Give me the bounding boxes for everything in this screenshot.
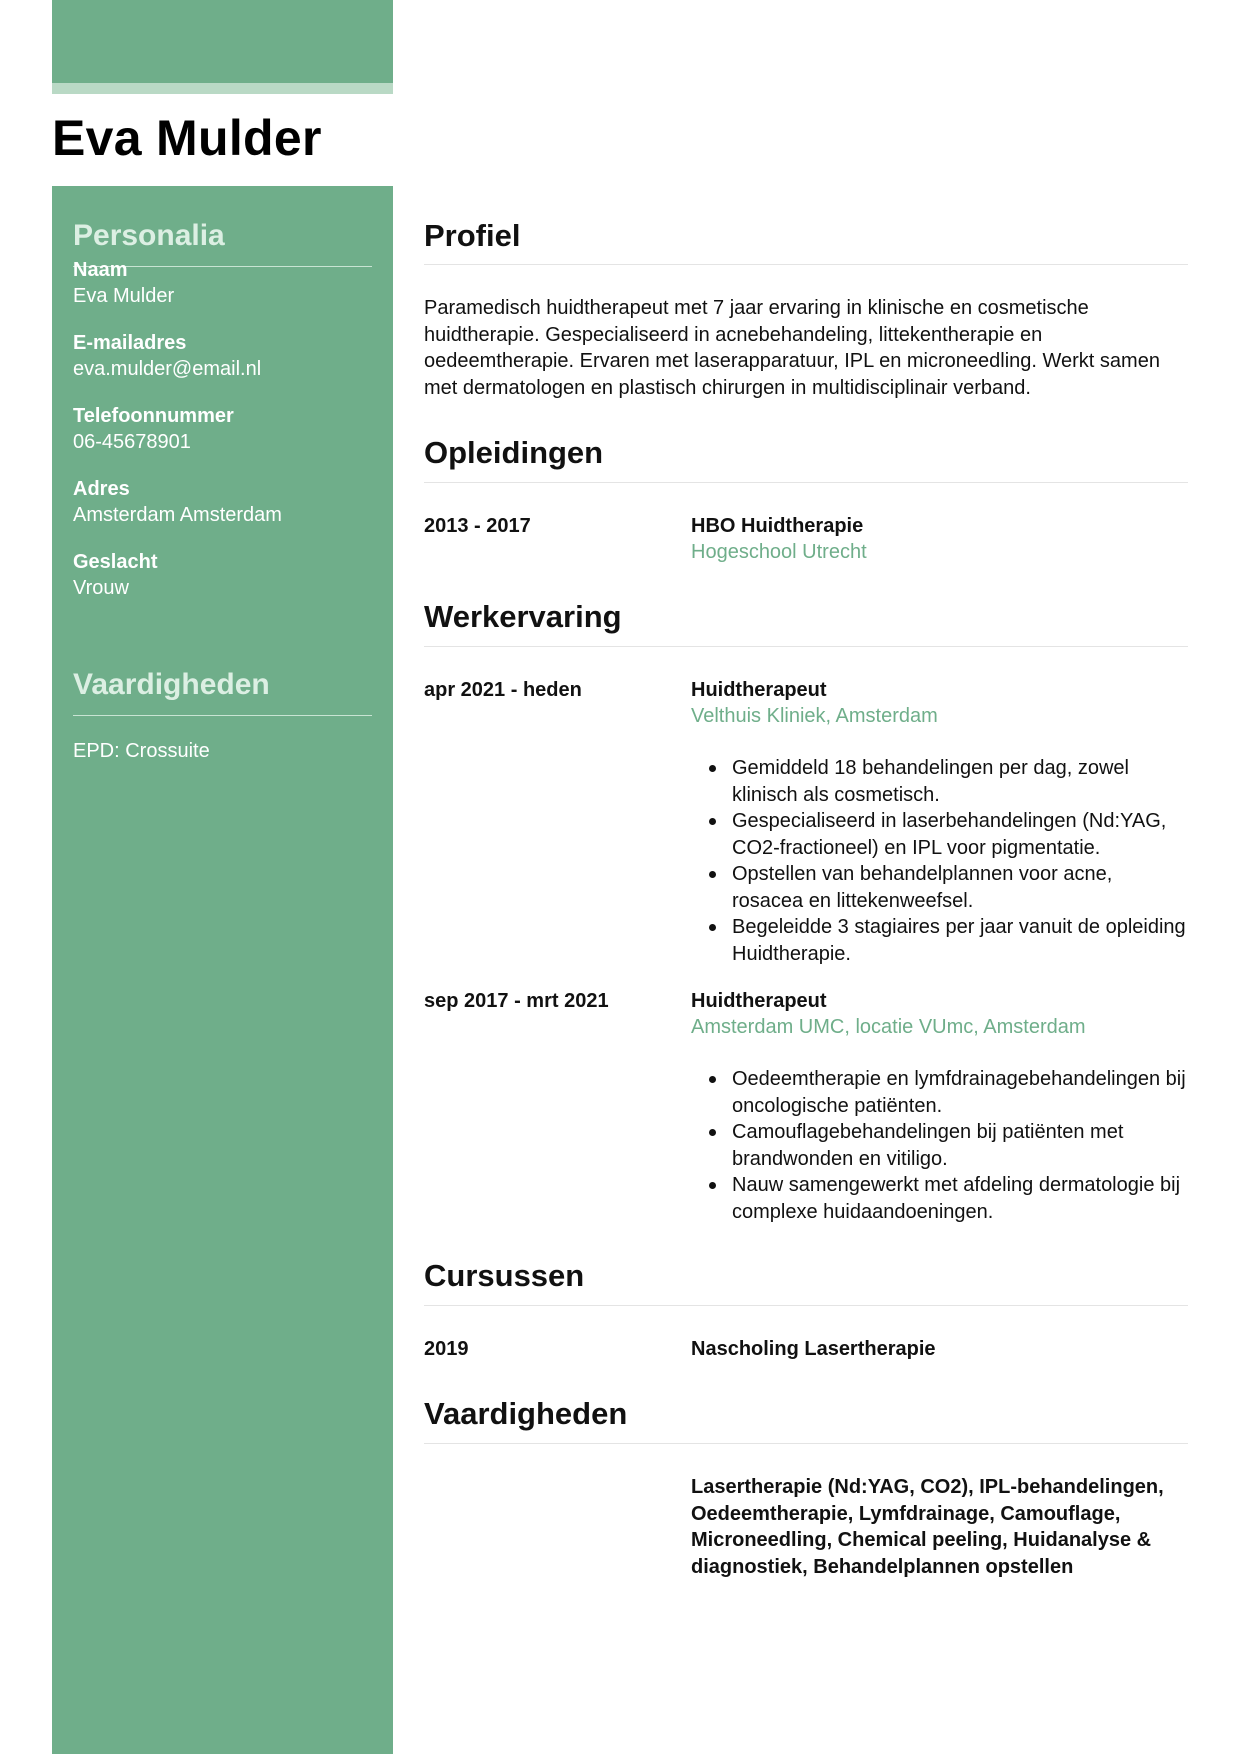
list-item: Oedeemtherapie en lymfdrainagebehandelingen bij oncologische patiënten. (732, 1066, 1188, 1119)
field-email (73, 330, 372, 382)
personalia-fields (73, 257, 372, 601)
sidebar-skills-heading: Vaardigheden (73, 665, 372, 716)
experience-date: apr 2021 - heden (424, 679, 582, 701)
education-entry (691, 513, 1188, 565)
field-geslacht (73, 549, 372, 601)
education-section (424, 433, 1188, 563)
skills-text: Lasertherapie (Nd:YAG, CO2), IPL-behandelingen, Oedeemtherapie, Lymfdrainage, Camouflage, Microneedling, Chemical peeling, Huidanalyse & diagnostiek, Behandelplannen opstellen (691, 1476, 1164, 1578)
field-label: Naam (73, 259, 128, 281)
section-divider (424, 482, 1188, 483)
education-institution: Hogeschool Utrecht (691, 541, 867, 563)
field-adres (73, 476, 372, 528)
section-divider (424, 1305, 1188, 1306)
experience-entry (691, 988, 1188, 1225)
sidebar-header-strip (52, 83, 393, 94)
experience-section (424, 597, 1188, 1223)
experience-role: Huidtherapeut (691, 990, 827, 1012)
list-item: Nauw samengewerkt met afdeling dermatologie bij complexe huidaandoeningen. (732, 1172, 1188, 1225)
field-value: 06-45678901 (73, 431, 191, 453)
course-entry (691, 1336, 1188, 1362)
list-item: Opstellen van behandelplannen voor acne, rosacea en littekenweefsel. (732, 861, 1188, 914)
field-value: Eva Mulder (73, 285, 175, 307)
skills-section (424, 1394, 1188, 1578)
experience-title: Werkervaring (424, 599, 622, 634)
education-title-text: HBO Huidtherapie (691, 515, 864, 537)
field-label: Geslacht (73, 551, 158, 573)
list-item: Begeleidde 3 stagiaires per jaar vanuit de opleiding Huidtherapie. (732, 914, 1188, 967)
skills-title: Vaardigheden (424, 1396, 628, 1431)
sidebar-header-block (52, 0, 393, 83)
course-date: 2019 (424, 1338, 469, 1360)
profile-text: Paramedisch huidtherapeut met 7 jaar ervaring in klinische en cosmetische huidtherapie. Gespecialiseerd in acnebehandeling, littekentherapie en oedeemtherapie. Ervaren met laserapparatuur, IPL en microneedling. Werkt samen met dermatologen en plastisch chirurgen in multidisciplinair verband. (424, 297, 1160, 399)
experience-entry (691, 677, 1188, 967)
skills-entry (691, 1474, 1188, 1580)
sidebar (52, 186, 393, 1754)
sidebar-skill-item: EPD: Crossuite (73, 740, 210, 762)
profile-section (424, 216, 1188, 401)
personalia-heading: Personalia (73, 216, 372, 267)
experience-date: sep 2017 - mrt 2021 (424, 990, 609, 1012)
field-value: Amsterdam Amsterdam (73, 504, 282, 526)
course-title: Nascholing Lasertherapie (691, 1338, 936, 1360)
section-divider (424, 1443, 1188, 1444)
field-label: Adres (73, 478, 130, 500)
field-label: E-mailadres (73, 332, 187, 354)
profile-title: Profiel (424, 218, 521, 253)
experience-employer: Velthuis Kliniek, Amsterdam (691, 705, 938, 727)
field-value: eva.mulder@email.nl (73, 358, 262, 380)
field-naam (73, 257, 372, 309)
experience-role: Huidtherapeut (691, 679, 827, 701)
education-date: 2013 - 2017 (424, 515, 531, 537)
section-divider (424, 646, 1188, 647)
field-value: Vrouw (73, 577, 129, 599)
field-label: Telefoonnummer (73, 405, 234, 427)
experience-bullets (691, 1066, 1188, 1225)
list-item: Gemiddeld 18 behandelingen per dag, zowel klinisch als cosmetisch. (732, 755, 1188, 808)
list-item: Gespecialiseerd in laserbehandelingen (Nd:YAG, CO2-fractioneel) en IPL voor pigmentatie. (732, 808, 1188, 861)
section-divider (424, 264, 1188, 265)
education-title: Opleidingen (424, 435, 604, 470)
sidebar-skills-section (73, 665, 372, 764)
experience-bullets (691, 755, 1188, 967)
candidate-name: Eva Mulder (52, 110, 322, 166)
experience-employer: Amsterdam UMC, locatie VUmc, Amsterdam (691, 1016, 1086, 1038)
field-telefoon (73, 403, 372, 455)
courses-title: Cursussen (424, 1258, 585, 1293)
list-item: Camouflagebehandelingen bij patiënten met brandwonden en vitiligo. (732, 1119, 1188, 1172)
courses-section (424, 1256, 1188, 1360)
